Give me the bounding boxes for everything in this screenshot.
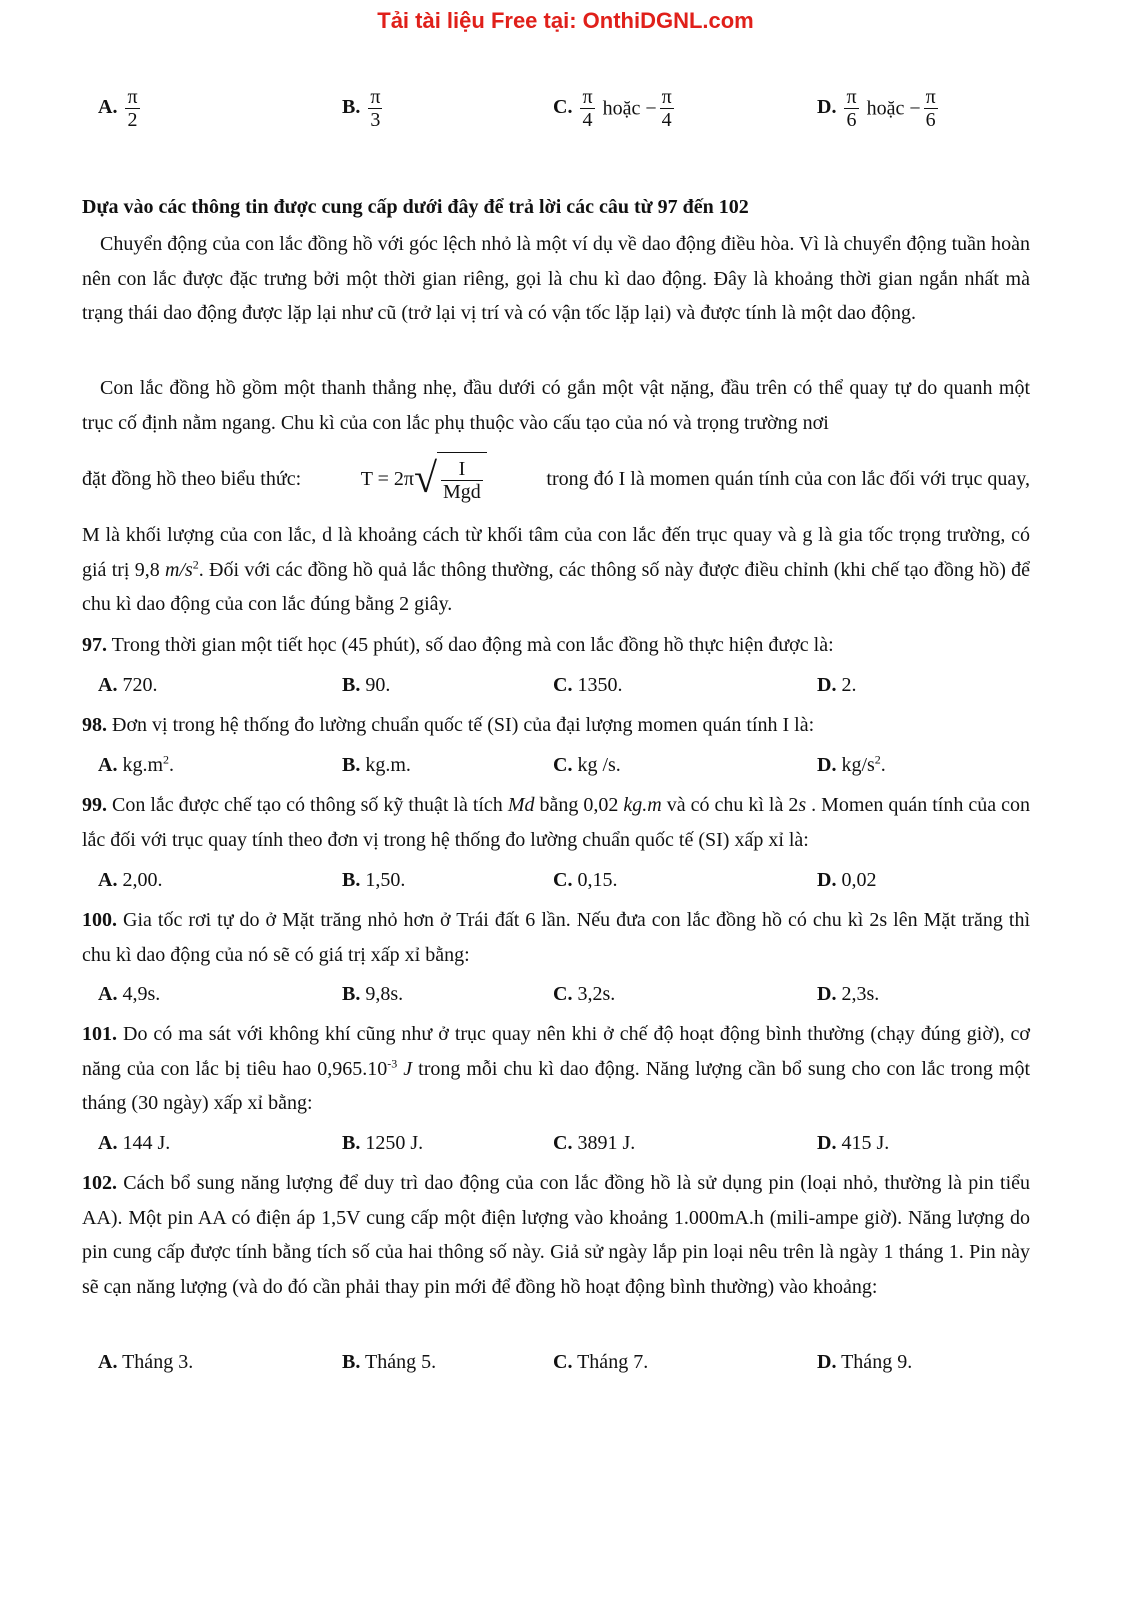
q99-option-d[interactable]: D. 0,02 bbox=[817, 869, 877, 891]
q99-option-c[interactable]: C. 0,15. bbox=[553, 869, 618, 891]
q98-option-d[interactable]: D. $kg/s^2$. bbox=[817, 752, 886, 776]
question-102: 102. Cách bổ sung năng lượng để duy trì dao động của con lắc đồng hồ là sử dụng pin (loại nhỏ, thường là pin tiểu AA). Một pin AA có điện áp 1,5V cung cấp một điện lượng vào khoảng 1.000mA.h (mili-ampe giờ). Năng lượng do pin cung cấp được tính bằng tích số của hai thông số này. Giả sử ngày lắp pin loại nêu trên là ngày 1 tháng 1. Pin này sẽ cạn năng lượng (và do đó cần phải thay pin mới để đồng hồ hoạt động bình thường) vào khoảng: bbox=[82, 1172, 1031, 1298]
prev-option-c: C. $\frac{\pi}{4}$ hoặc − $\frac{\pi}{4}$ bbox=[553, 86, 672, 131]
q98-option-a[interactable]: A. $kg.m^2$. bbox=[98, 752, 175, 776]
q97-option-b[interactable]: B. 90. bbox=[342, 674, 391, 696]
formula-line: đặt đồng hồ theo biểu thức: T = 2π √ $\frac{I}{\text{Mgd}}$ trong đó I là momen quán tính của con lắc đối với trục quay, bbox=[82, 452, 1030, 505]
question-99: 99. Con lắc được chế tạo có thông số kỹ thuật là tích Md bằng 0,02 kg.m và có chu kì là 2s . Momen quán tính của con lắc đối với trục quay tính theo đơn vị trong hệ thống đo lường chuẩn quốc tế (SI) xấp xỉ là: bbox=[82, 794, 1030, 851]
q98-option-c[interactable]: C. kg /s. bbox=[553, 754, 621, 776]
q99-option-a[interactable]: A. 2,00. bbox=[98, 869, 163, 891]
question-97: 97. Trong thời gian một tiết học (45 phút), số dao động mà con lắc đồng hồ thực hiện được là: bbox=[82, 634, 834, 656]
q102-option-d[interactable]: D. Tháng 9. bbox=[817, 1351, 913, 1373]
period-formula: T = 2π √ $\frac{I}{\text{Mgd}}$ bbox=[361, 452, 487, 505]
q99-option-b[interactable]: B. 1,50. bbox=[342, 869, 406, 891]
q101-option-c[interactable]: C. 3891 J. bbox=[553, 1132, 636, 1154]
site-banner: Tải tài liệu Free tại: OnthiDGNL.com bbox=[377, 8, 754, 33]
q102-option-b[interactable]: B. Tháng 5. bbox=[342, 1351, 437, 1373]
question-98: 98. Đơn vị trong hệ thống đo lường chuẩn quốc tế (SI) của đại lượng momen quán tính I là: bbox=[82, 714, 815, 736]
q100-option-b[interactable]: B. 9,8s. bbox=[342, 983, 404, 1005]
intro-paragraph-1: Chuyển động của con lắc đồng hồ với góc lệch nhỏ là một ví dụ về dao động điều hòa. Vì là chuyển động tuần hoàn nên con lắc được đặc trưng bởi một thời gian riêng, gọi là chu kì dao động. Đây là khoảng thời gian ngắn nhất mà trạng thái dao động được lặp lại như cũ (trở lại vị trí và có vận tốc lặp lại) và được tính là một dao động. bbox=[82, 233, 1030, 324]
q97-option-d[interactable]: D. 2. bbox=[817, 674, 857, 696]
q102-option-c[interactable]: C. Tháng 7. bbox=[553, 1351, 649, 1373]
prev-option-a: A. $\frac{\pi}{2}$ bbox=[98, 86, 138, 131]
intro-paragraph-2: Con lắc đồng hồ gồm một thanh thẳng nhẹ, đầu dưới có gắn một vật nặng, đầu trên có thể quay tự do quanh một trục cố định nằm ngang. Chu kì của con lắc phụ thuộc vào cấu tạo của nó và trọng trường nơi bbox=[82, 377, 1030, 434]
prev-option-b: B. $\frac{\pi}{3}$ bbox=[342, 86, 381, 131]
q101-option-a[interactable]: A. 144 J. bbox=[98, 1132, 171, 1154]
q97-option-a[interactable]: A. 720. bbox=[98, 674, 158, 696]
q97-option-c[interactable]: C. 1350. bbox=[553, 674, 623, 696]
q101-option-d[interactable]: D. 415 J. bbox=[817, 1132, 890, 1154]
intro-paragraph-3: M là khối lượng của con lắc, d là khoảng cách từ khối tâm của con lắc đến trục quay và g là gia tốc trọng trường, có giá trị 9,8 $m/s^2$. Đối với các đồng hồ quả lắc thông thường, các thông số này được điều chỉnh (khi chế tạo đồng hồ) để chu kì dao động của con lắc đúng bằng 2 giây. bbox=[82, 524, 1030, 615]
prev-option-d: D. $\frac{\pi}{6}$ hoặc − $\frac{\pi}{6}$ bbox=[817, 86, 936, 131]
q100-option-c[interactable]: C. 3,2s. bbox=[553, 983, 616, 1005]
q102-option-a[interactable]: A. Tháng 3. bbox=[98, 1351, 194, 1373]
question-101: 101. Do có ma sát với không khí cũng như ở trục quay nên khi ở chế độ hoạt động bình thường (chạy đúng giờ), cơ năng của con lắc bị tiêu hao $0,965.10^{-3}$ J trong mỗi chu kì dao động. Năng lượng cần bổ sung cho con lắc trong một tháng (30 ngày) xấp xỉ bằng: bbox=[82, 1023, 1031, 1114]
q101-option-b[interactable]: B. 1250 J. bbox=[342, 1132, 424, 1154]
q100-option-d[interactable]: D. 2,3s. bbox=[817, 983, 880, 1005]
q100-option-a[interactable]: A. 4,9s. bbox=[98, 983, 161, 1005]
q98-option-b[interactable]: B. kg.m. bbox=[342, 754, 411, 776]
section-heading: Dựa vào các thông tin được cung cấp dưới đây để trả lời các câu từ 97 đến 102 bbox=[82, 196, 749, 218]
question-100: 100. Gia tốc rơi tự do ở Mặt trăng nhỏ hơn ở Trái đất 6 lần. Nếu đưa con lắc đồng hồ có chu kì 2s lên Mặt trăng thì chu kì dao động của nó sẽ có giá trị xấp xỉ bằng: bbox=[82, 909, 1031, 966]
